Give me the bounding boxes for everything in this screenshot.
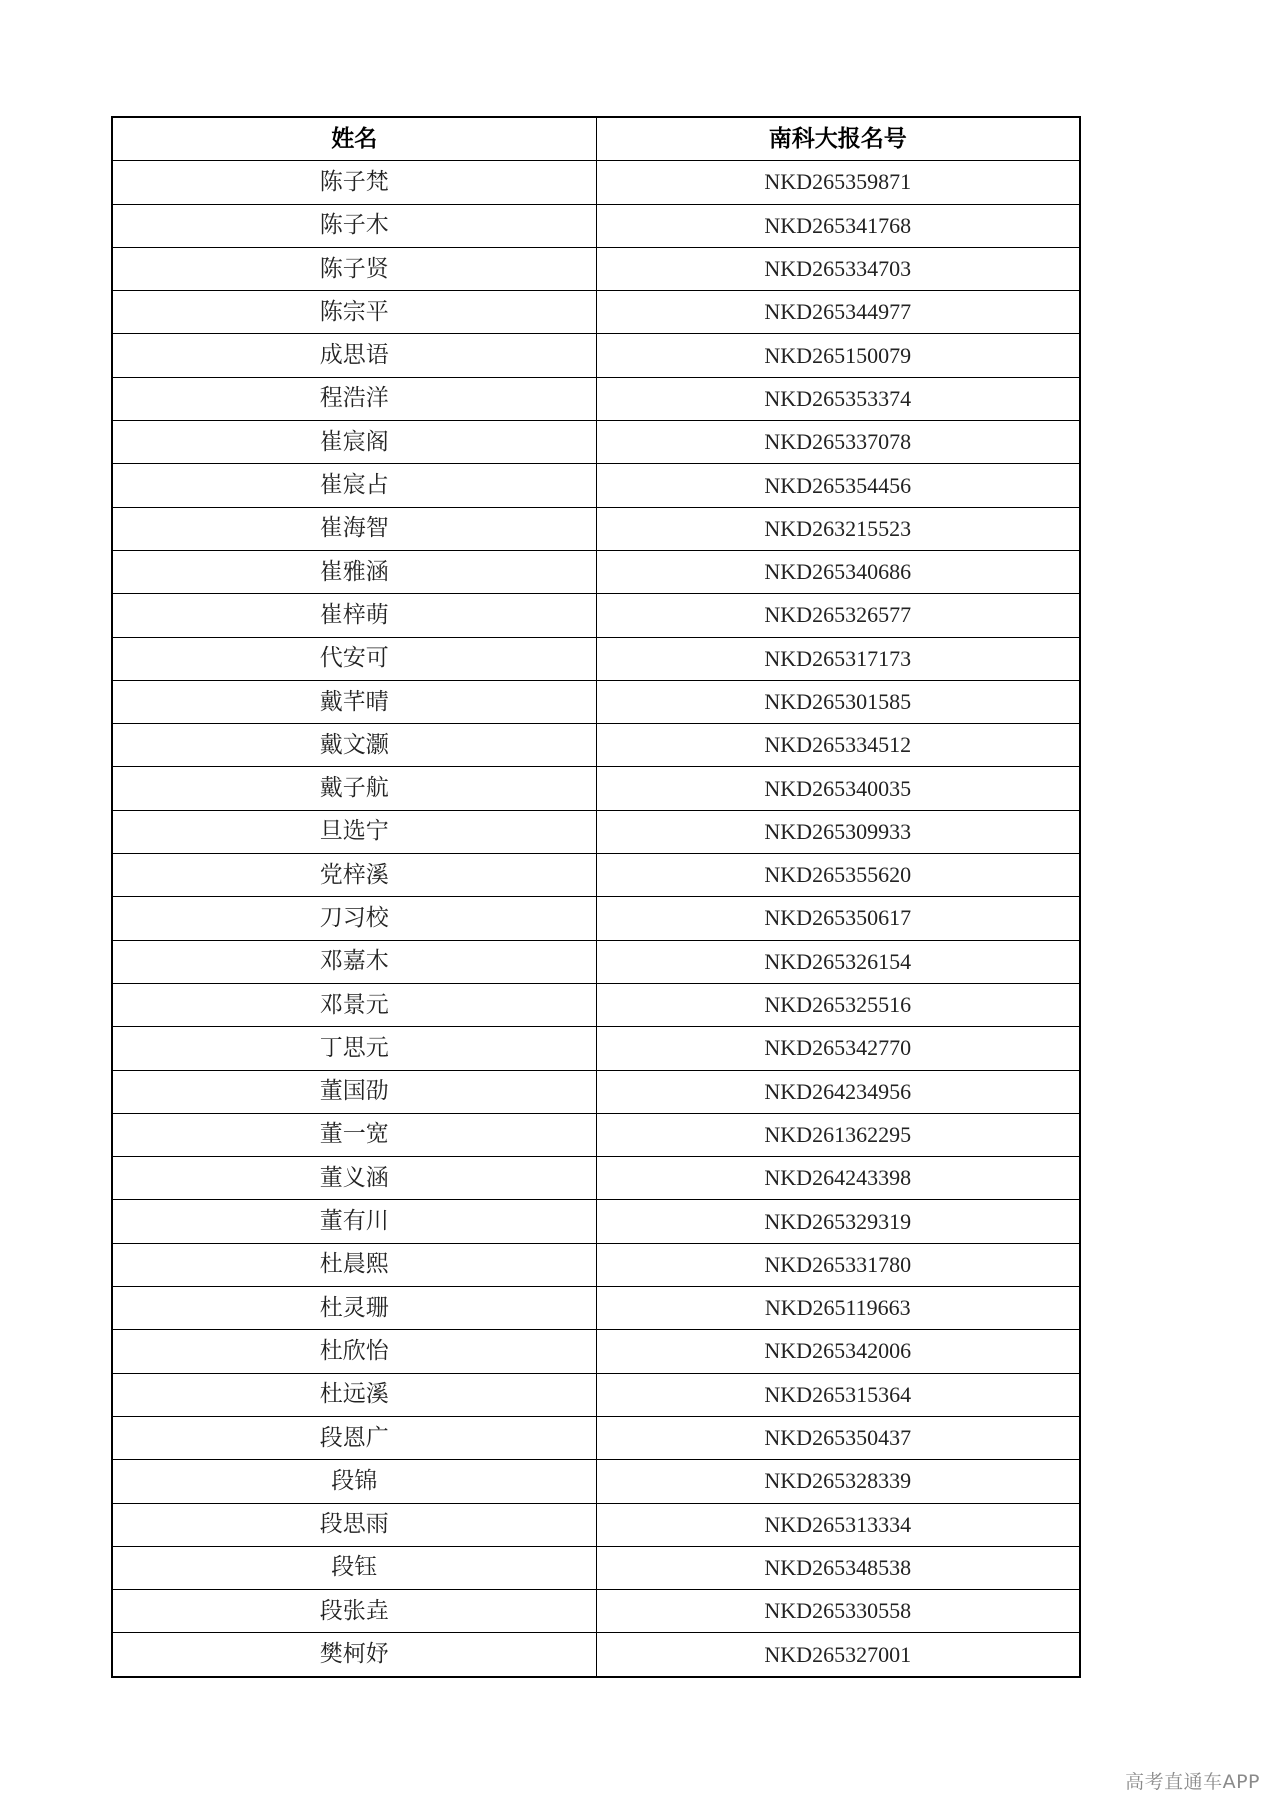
name-cell: 戴芊晴 bbox=[112, 680, 596, 723]
table-row bbox=[112, 550, 1080, 593]
registration-number-cell: NKD265325516 bbox=[596, 983, 1080, 1026]
name-cell: 邓景元 bbox=[112, 983, 596, 1026]
name-cell: 段恩广 bbox=[112, 1416, 596, 1459]
column-header-registration-number: 南科大报名号 bbox=[596, 117, 1080, 161]
table-row bbox=[112, 1200, 1080, 1243]
registration-number-cell: NKD265350437 bbox=[596, 1416, 1080, 1459]
registration-number-cell: NKD263215523 bbox=[596, 507, 1080, 550]
table-row bbox=[112, 334, 1080, 377]
registration-number-cell: NKD265313334 bbox=[596, 1503, 1080, 1546]
registration-number-cell: NKD265354456 bbox=[596, 464, 1080, 507]
name-cell: 旦选宁 bbox=[112, 810, 596, 853]
table-row bbox=[112, 854, 1080, 897]
name-cell: 戴文灏 bbox=[112, 724, 596, 767]
registration-number-cell: NKD265326154 bbox=[596, 940, 1080, 983]
name-cell: 董国劭 bbox=[112, 1070, 596, 1113]
table-row bbox=[112, 810, 1080, 853]
name-cell: 董义涵 bbox=[112, 1157, 596, 1200]
registration-number-cell: NKD265344977 bbox=[596, 291, 1080, 334]
registration-number-cell: NKD265337078 bbox=[596, 421, 1080, 464]
table-body bbox=[112, 161, 1080, 1677]
name-cell: 杜欣怡 bbox=[112, 1330, 596, 1373]
registration-number-cell: NKD265331780 bbox=[596, 1243, 1080, 1286]
table-row bbox=[112, 1590, 1080, 1633]
registration-number-cell: NKD265301585 bbox=[596, 680, 1080, 723]
registration-number-cell: NKD264234956 bbox=[596, 1070, 1080, 1113]
registration-number-cell: NKD264243398 bbox=[596, 1157, 1080, 1200]
registration-number-cell: NKD265328339 bbox=[596, 1460, 1080, 1503]
table-row bbox=[112, 940, 1080, 983]
table-row bbox=[112, 1330, 1080, 1373]
name-cell: 成思语 bbox=[112, 334, 596, 377]
registration-number-cell: NKD265334512 bbox=[596, 724, 1080, 767]
name-cell: 陈宗平 bbox=[112, 291, 596, 334]
registration-number-cell: NKD265334703 bbox=[596, 247, 1080, 290]
name-cell: 崔梓萌 bbox=[112, 594, 596, 637]
table-row bbox=[112, 1157, 1080, 1200]
name-cell: 段思雨 bbox=[112, 1503, 596, 1546]
name-cell: 段钰 bbox=[112, 1546, 596, 1589]
table-row bbox=[112, 1633, 1080, 1677]
name-cell: 程浩洋 bbox=[112, 377, 596, 420]
registration-number-cell: NKD265327001 bbox=[596, 1633, 1080, 1677]
name-cell: 段张垚 bbox=[112, 1590, 596, 1633]
table-row bbox=[112, 637, 1080, 680]
name-cell: 崔雅涵 bbox=[112, 550, 596, 593]
table-row bbox=[112, 161, 1080, 204]
table-header-row bbox=[112, 117, 1080, 161]
admission-roster-table bbox=[111, 116, 1081, 1678]
registration-number-cell: NKD265326577 bbox=[596, 594, 1080, 637]
name-cell: 杜晨熙 bbox=[112, 1243, 596, 1286]
table-row bbox=[112, 1460, 1080, 1503]
table-row bbox=[112, 1287, 1080, 1330]
registration-number-cell: NKD265150079 bbox=[596, 334, 1080, 377]
registration-number-cell: NKD265348538 bbox=[596, 1546, 1080, 1589]
registration-number-cell: NKD265329319 bbox=[596, 1200, 1080, 1243]
name-cell: 代安可 bbox=[112, 637, 596, 680]
name-cell: 戴子航 bbox=[112, 767, 596, 810]
registration-number-cell: NKD265330558 bbox=[596, 1590, 1080, 1633]
name-cell: 杜灵珊 bbox=[112, 1287, 596, 1330]
table-row bbox=[112, 464, 1080, 507]
registration-number-cell: NKD265315364 bbox=[596, 1373, 1080, 1416]
table-row bbox=[112, 1113, 1080, 1156]
table-row bbox=[112, 594, 1080, 637]
table-row bbox=[112, 724, 1080, 767]
registration-number-cell: NKD265342770 bbox=[596, 1027, 1080, 1070]
name-cell: 陈子贤 bbox=[112, 247, 596, 290]
table-row bbox=[112, 767, 1080, 810]
registration-number-cell: NKD265309933 bbox=[596, 810, 1080, 853]
name-cell: 丁思元 bbox=[112, 1027, 596, 1070]
table-row bbox=[112, 1503, 1080, 1546]
name-cell: 樊柯妤 bbox=[112, 1633, 596, 1677]
registration-number-cell: NKD265340686 bbox=[596, 550, 1080, 593]
registration-number-cell: NKD265359871 bbox=[596, 161, 1080, 204]
name-cell: 段锦 bbox=[112, 1460, 596, 1503]
table-row bbox=[112, 1416, 1080, 1459]
name-cell: 陈子木 bbox=[112, 204, 596, 247]
name-cell: 邓嘉木 bbox=[112, 940, 596, 983]
table-row bbox=[112, 897, 1080, 940]
registration-number-cell: NKD265341768 bbox=[596, 204, 1080, 247]
name-cell: 崔海智 bbox=[112, 507, 596, 550]
registration-number-cell: NKD265340035 bbox=[596, 767, 1080, 810]
table-row bbox=[112, 1243, 1080, 1286]
registration-number-cell: NKD265342006 bbox=[596, 1330, 1080, 1373]
name-cell: 刀习校 bbox=[112, 897, 596, 940]
table-row bbox=[112, 1546, 1080, 1589]
name-cell: 崔宸阁 bbox=[112, 421, 596, 464]
name-cell: 崔宸占 bbox=[112, 464, 596, 507]
table-row bbox=[112, 680, 1080, 723]
table-row bbox=[112, 291, 1080, 334]
table-row bbox=[112, 377, 1080, 420]
registration-number-cell: NKD265353374 bbox=[596, 377, 1080, 420]
table-row bbox=[112, 421, 1080, 464]
name-cell: 董有川 bbox=[112, 1200, 596, 1243]
registration-number-cell: NKD265317173 bbox=[596, 637, 1080, 680]
table-row bbox=[112, 204, 1080, 247]
table-row bbox=[112, 247, 1080, 290]
name-cell: 党梓溪 bbox=[112, 854, 596, 897]
registration-number-cell: NKD265350617 bbox=[596, 897, 1080, 940]
registration-number-cell: NKD265119663 bbox=[596, 1287, 1080, 1330]
watermark-text: 高考直通车APP bbox=[1125, 1771, 1260, 1793]
table-row bbox=[112, 1070, 1080, 1113]
column-header-name: 姓名 bbox=[112, 117, 596, 161]
name-cell: 陈子梵 bbox=[112, 161, 596, 204]
name-cell: 杜远溪 bbox=[112, 1373, 596, 1416]
table-row bbox=[112, 1373, 1080, 1416]
registration-number-cell: NKD265355620 bbox=[596, 854, 1080, 897]
table-row bbox=[112, 507, 1080, 550]
registration-number-cell: NKD261362295 bbox=[596, 1113, 1080, 1156]
name-cell: 董一宽 bbox=[112, 1113, 596, 1156]
table-row bbox=[112, 1027, 1080, 1070]
table-row bbox=[112, 983, 1080, 1026]
